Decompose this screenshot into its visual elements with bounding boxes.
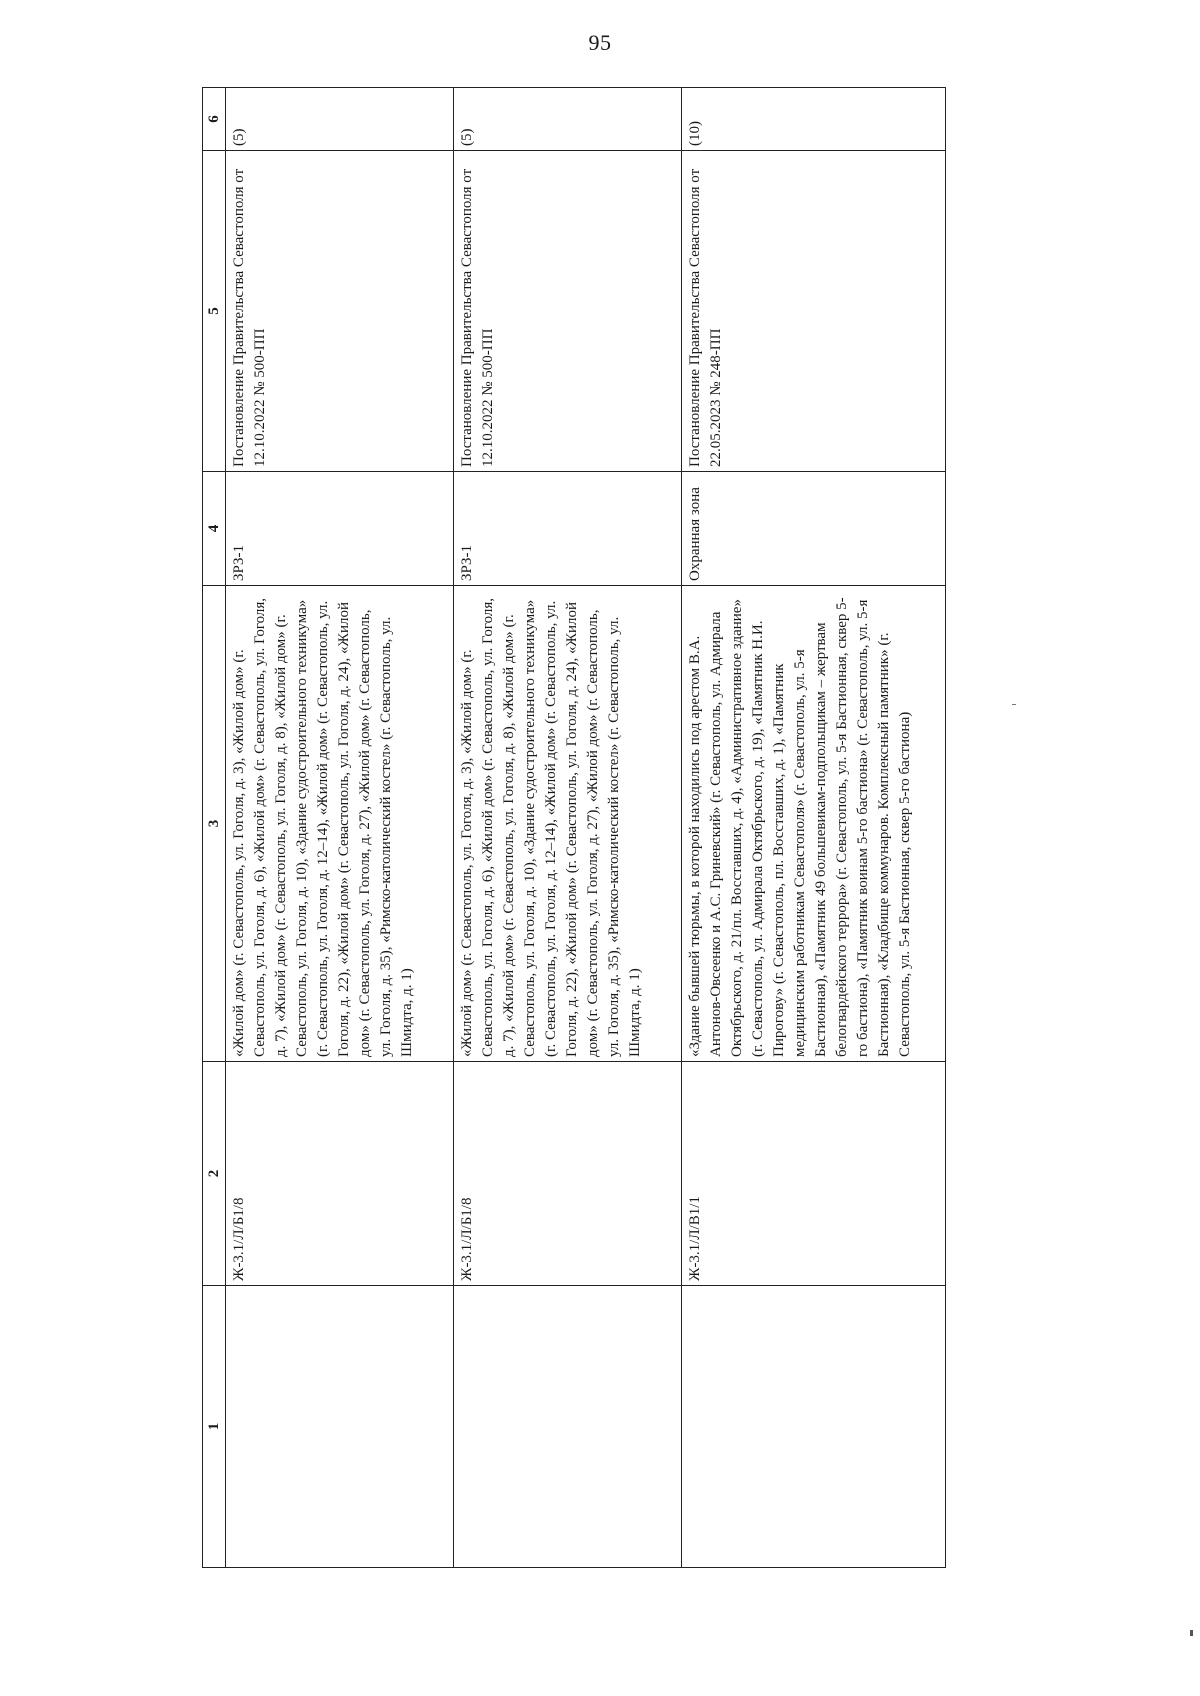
cell-objects: «Жилой дом» (г. Севастополь, ул. Гоголя, д. 3), «Жилой дом» (г. Севастополь, ул. Гоголя, д. 6), «Жилой дом» (г. Севастополь, ул. Гоголя, д. 7), «Жилой дом» (г. Севастополь, ул. Гоголя, д. 8), «Жилой дом» (г. Севастополь, ул. Гоголя, д. 10), «Здание судостроительного техникума» (г. Севастополь, ул. Гоголя, д. 12–14), «Жилой дом» (г. Севастополь, ул. Гоголя, д. 22), «Жилой дом» (г. Севастополь, ул. Гоголя, д. 24), «Жилой дом» (г. Севастополь, ул. Гоголя, д. 27), «Жилой дом» (г. Севастополь, ул. Гоголя, д. 35), «Римско-католический костел» (г. Севастополь, ул. Шмидта, д. 1) [226, 586, 454, 1062]
table-row [226, 88, 454, 1568]
cell-objects: «Здание бывшей тюрьмы, в которой находились под арестом В.А. Антонов-Овсеенко и А.С. Гриневский» (г. Севастополь, ул. Адмирала Октябрьского, д. 21/пл. Восставших, д. 4), «Административное здание» (г. Севастополь, ул. Адмирала Октябрьского, д. 19), «Памятник Н.И. Пирогову» (г. Севастополь, пл. Восставших, д. 1), «Памятник медицинским работникам Севастополя» (г. Севастополь, ул. 5-я Бастионная), «Памятник 49 большевикам-подпольщикам – жертвам белогвардейского террора» (г. Севастополь, ул. 5-я Бастионная, сквер 5-го бастиона), «Памятник воинам 5-го бастиона» (г. Севастополь, ул. 5-я Бастионная), «Кладбище коммунаров. Комплексный памятник» (г. Севастополь, ул. 5-я Бастионная, сквер 5-го бастиона) [682, 586, 946, 1062]
cell-zone-code: Ж-3.1/Л/Б1/8 [226, 1062, 454, 1286]
header-col-2: 2 [203, 1062, 226, 1286]
cell-zone-code: Ж-3.1/Л/В1/1 [682, 1062, 946, 1286]
cell-document: Постановление Правительства Севастополя от 22.05.2023 № 248-ПП [682, 151, 946, 472]
header-col-4: 4 [203, 472, 226, 586]
cell-zone-code: Ж-3.1/Л/Б1/8 [454, 1062, 682, 1286]
cell-number [454, 1286, 682, 1568]
header-col-5: 5 [203, 151, 226, 472]
table-row [454, 88, 682, 1568]
cell-zone-type: ЗРЗ-1 [226, 472, 454, 586]
cell-objects: «Жилой дом» (г. Севастополь, ул. Гоголя, д. 3), «Жилой дом» (г. Севастополь, ул. Гоголя, д. 6), «Жилой дом» (г. Севастополь, ул. Гоголя, д. 7), «Жилой дом» (г. Севастополь, ул. Гоголя, д. 8), «Жилой дом» (г. Севастополь, ул. Гоголя, д. 10), «Здание судостроительного техникума» (г. Севастополь, ул. Гоголя, д. 12–14), «Жилой дом» (г. Севастополь, ул. Гоголя, д. 22), «Жилой дом» (г. Севастополь, ул. Гоголя, д. 24), «Жилой дом» (г. Севастополь, ул. Гоголя, д. 27), «Жилой дом» (г. Севастополь, ул. Гоголя, д. 35), «Римско-католический костел» (г. Севастополь, ул. Шмидта, д. 1) [454, 586, 682, 1062]
cell-reference: (5) [226, 88, 454, 151]
cell-reference: (5) [454, 88, 682, 151]
scan-mark [1190, 1630, 1193, 1636]
cell-document: Постановление Правительства Севастополя от 12.10.2022 № 500-ПП [226, 151, 454, 472]
cell-document: Постановление Правительства Севастополя от 12.10.2022 № 500-ПП [454, 151, 682, 472]
cell-zone-type: Охранная зона [682, 472, 946, 586]
page-number: 95 [588, 30, 612, 55]
header-col-6: 6 [203, 88, 226, 151]
header-col-3: 3 [203, 586, 226, 1062]
header-col-1: 1 [203, 1286, 226, 1568]
scan-speck [1012, 704, 1016, 705]
cell-number [226, 1286, 454, 1568]
table-header-row [203, 88, 226, 1568]
cell-reference: (10) [682, 88, 946, 151]
cell-number [682, 1286, 946, 1568]
table-row [682, 88, 946, 1568]
cell-zone-type: ЗРЗ-1 [454, 472, 682, 586]
rotated-table-container [202, 88, 942, 1568]
regulation-table [202, 87, 946, 1568]
